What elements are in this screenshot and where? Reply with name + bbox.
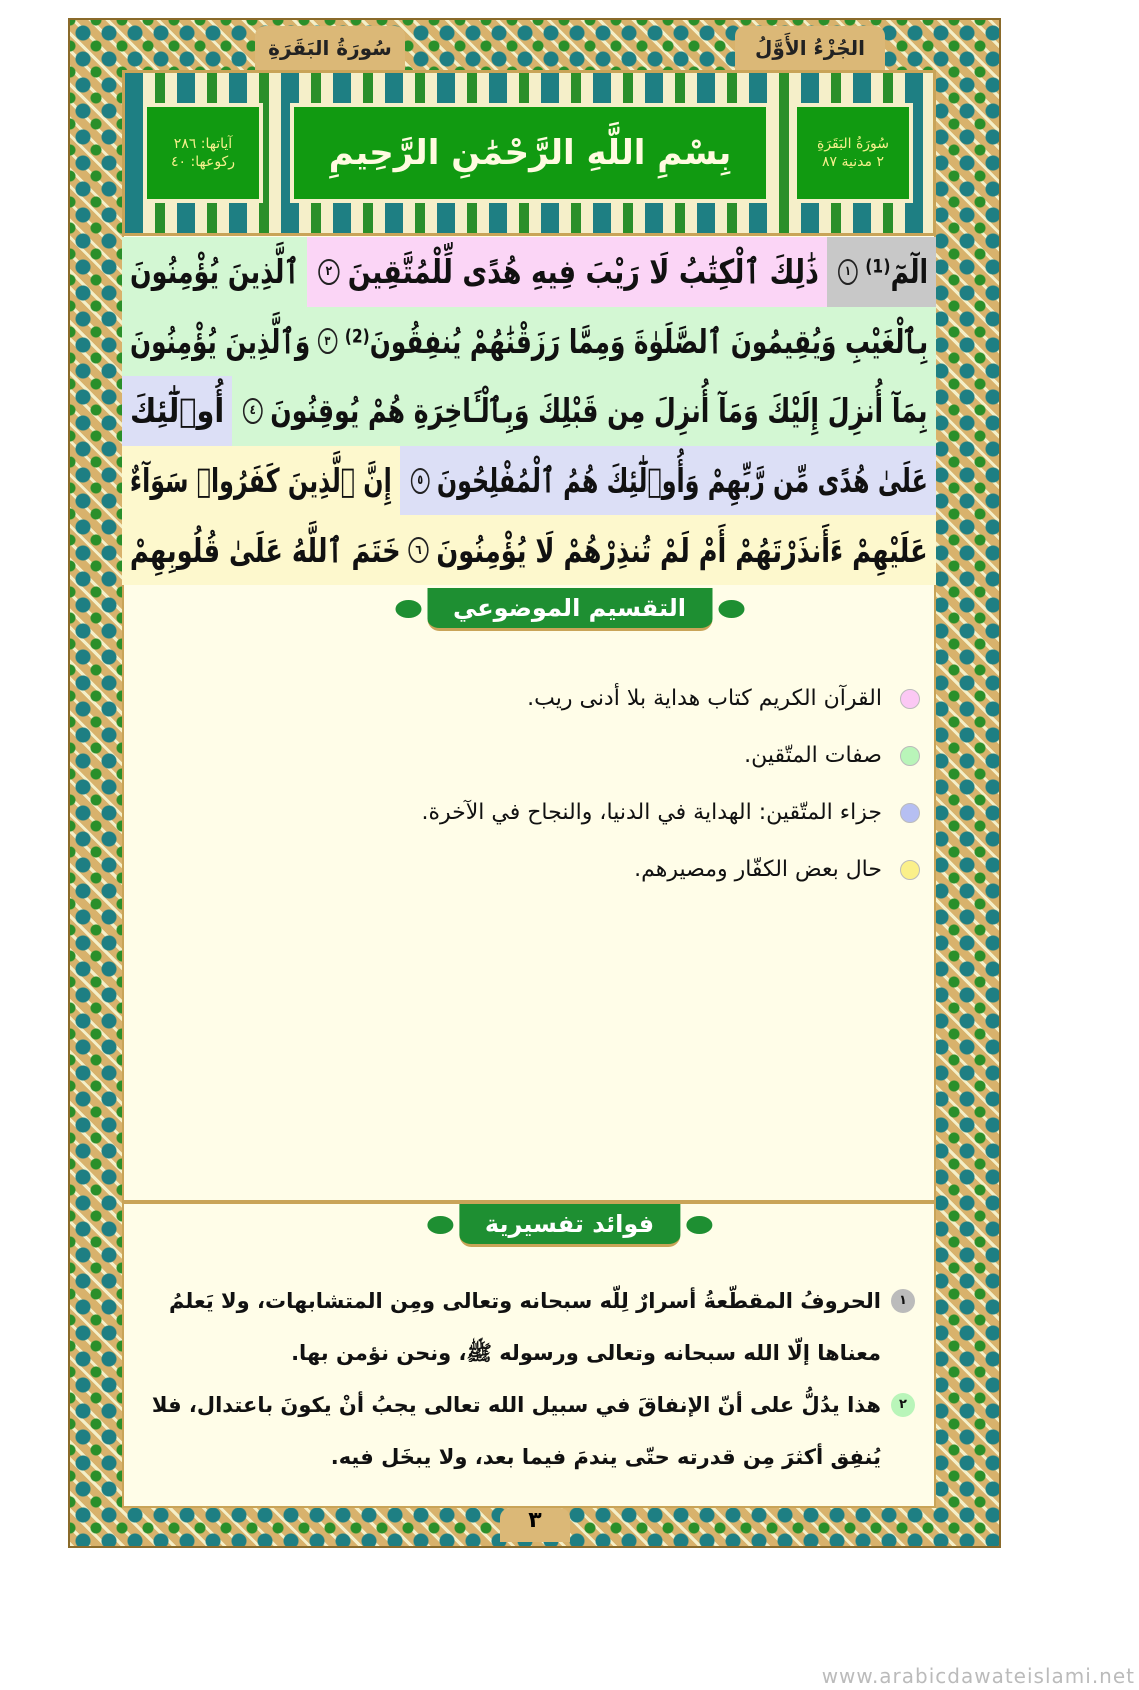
- note-number: ١: [891, 1289, 915, 1313]
- verse-fit: [130, 252, 299, 291]
- verse-fit: [130, 322, 928, 361]
- topic-item: [230, 727, 920, 784]
- pink-dot-icon: [900, 689, 920, 709]
- verse-text: ٱلَّذِينَ يُؤْمِنُونَ: [129, 252, 299, 292]
- topic-text: جزاء المتّقين: الهداية في الدنيا، والنجاح في الآخرة.: [421, 800, 882, 825]
- verse-line: [122, 237, 936, 307]
- green-dot-icon: [900, 746, 920, 766]
- verse-fit: [835, 252, 928, 291]
- note-item: [145, 1379, 915, 1483]
- ayah-count-box: [143, 103, 263, 203]
- verse-segment: [400, 446, 936, 516]
- notes-list: [145, 1275, 915, 1483]
- ayah-marker: ٤: [243, 398, 263, 424]
- yellow-dot-icon: [900, 860, 920, 880]
- ayah-marker: ٢: [318, 259, 339, 285]
- topic-item: [230, 841, 920, 898]
- verse-segment: [122, 446, 400, 516]
- topic-text: صفات المتّقين.: [744, 743, 882, 768]
- surah-tab: سُورَةُ البَقَرَةِ: [255, 26, 405, 70]
- topic-text: حال بعض الكفّار ومصيرهم.: [634, 857, 882, 882]
- blue-dot-icon: [900, 803, 920, 823]
- verse-line: [122, 307, 936, 377]
- watermark: www.arabicdawateislami.net: [821, 1664, 1135, 1688]
- surah-header: [122, 70, 936, 236]
- ayah-marker: ٥: [411, 468, 430, 494]
- surah-info-box: [793, 103, 913, 203]
- verse-text: أُو۟لَٰٓئِكَ: [129, 391, 224, 431]
- verse-segment: [122, 237, 307, 307]
- verse-line: [122, 515, 936, 585]
- verse-fit: [315, 252, 819, 291]
- bismillah: بِسْمِ اللَّهِ الرَّحْمَٰنِ الرَّحِيمِ: [290, 103, 770, 203]
- topic-item: [230, 670, 920, 727]
- ayah-marker: ٣: [318, 328, 337, 354]
- verse-text: الٓمٓ⁽¹⁾: [865, 252, 928, 292]
- topics-list: [230, 670, 920, 898]
- verse-segment: [122, 515, 936, 585]
- verse-fit: [408, 461, 928, 500]
- verse-text: عَلَىٰ هُدًى مِّن رَّبِّهِمْ وَأُو۟لَٰٓئِكَ هُمُ ٱلْمُفْلِحُونَ: [436, 461, 928, 501]
- topics-title: التقسيم الموضوعي: [427, 588, 712, 631]
- verse-segment: [122, 376, 232, 446]
- page-number: ٣: [500, 1508, 570, 1542]
- verse-fit: [240, 391, 928, 430]
- note-text: هذا يدُلُّ على أنّ الإنفاقَ في سبيل الله تعالى يجبُ أنْ يكونَ باعتدال، فلا يُنفِق أكثرَ مِن قدرته حتّى يندمَ فيما بعد، ولا يبخَل فيه.: [151, 1393, 881, 1469]
- note-item: [145, 1275, 915, 1379]
- note-text: الحروفُ المقطّعةُ أسرارٌ لِلّه سبحانه وتعالى ومِن المتشابهات، ولا يَعلمُ معناها إلّا الله سبحانه وتعالى ورسوله ﷺ، ونحن نؤمن بها.: [168, 1289, 881, 1365]
- verse-fit: [130, 461, 392, 500]
- verse-segment: [232, 376, 936, 446]
- verse-text: إِنَّ ٱلَّذِينَ كَفَرُوا۟ سَوَآءٌ: [130, 461, 392, 501]
- surah-name: سُورَةُ البَقَرَةِ: [816, 135, 890, 152]
- ayah-count: آياتها: ٢٨٦: [173, 135, 233, 152]
- note-number: ٢: [891, 1393, 915, 1417]
- verse-segment: [827, 237, 936, 307]
- verse-text: وَٱلَّذِينَ يُؤْمِنُونَ: [129, 321, 311, 361]
- verse-fit: [130, 531, 928, 570]
- verse-text: بِمَآ أُنزِلَ إِلَيْكَ وَمَآ أُنزِلَ مِن قَبْلِكَ وَبِٱلْـَٔاخِرَةِ هُمْ يُوقِنُونَ: [270, 391, 929, 431]
- juz-tab: الجُزْءُ الأَوَّلُ: [735, 26, 885, 70]
- surah-order: ٢ مدنية ٨٧: [822, 154, 884, 170]
- verse-text: بِٱلْغَيْبِ وَيُقِيمُونَ ٱلصَّلَوٰةَ وَمِمَّا رَزَقْنَٰهُمْ يُنفِقُونَ⁽²⁾: [344, 321, 928, 361]
- topic-text: القرآن الكريم كتاب هداية بلا أدنى ريب.: [527, 686, 882, 711]
- verse-text: عَلَيْهِمْ ءَأَنذَرْتَهُمْ أَمْ لَمْ تُنذِرْهُمْ لَا يُؤْمِنُونَ: [436, 530, 928, 570]
- ayah-marker: ١: [838, 259, 858, 285]
- topic-item: [230, 784, 920, 841]
- verse-block: [122, 237, 936, 585]
- notes-title: فوائد تفسيرية: [459, 1204, 680, 1247]
- verse-text: ذَٰلِكَ ٱلْكِتَٰبُ لَا رَيْبَ فِيهِ هُدًى لِّلْمُتَّقِينَ: [347, 252, 819, 292]
- verse-line: [122, 446, 936, 516]
- verse-segment: [307, 237, 827, 307]
- ayah-marker: ٦: [409, 537, 429, 563]
- ruku-count: ركوعها: ٤٠: [171, 154, 235, 170]
- verse-line: [122, 376, 936, 446]
- verse-fit: [130, 391, 224, 430]
- verse-segment: [122, 307, 936, 377]
- verse-text: خَتَمَ ٱللَّهُ عَلَىٰ قُلُوبِهِمْ: [130, 530, 401, 570]
